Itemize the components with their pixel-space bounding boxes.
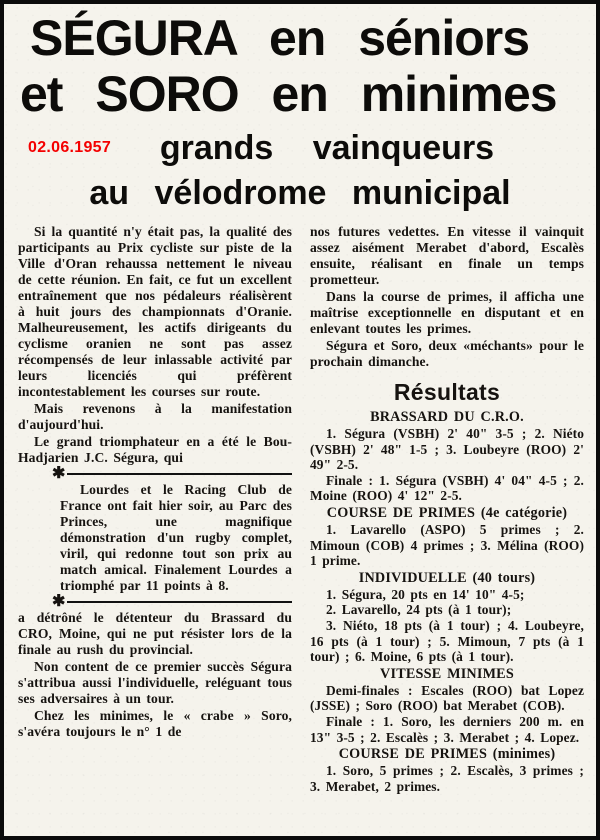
results-paragraph: 1. Ségura, 20 pts en 14' 10" 4-5; [326, 586, 525, 602]
headline-line-3: grands vainqueurs [159, 129, 495, 167]
results-paragraph: 2. Lavarello, 24 pts (à 1 tour); [326, 602, 512, 618]
star-divider-bottom [52, 593, 292, 610]
article-paragraph: Chez les minimes, le « crabe » Soro, s'avéra toujours le n° 1 de [18, 708, 292, 739]
results-section-heading: INDIVIDUELLE (40 tours) [358, 569, 536, 586]
results-paragraph: Demi-finales : Escales (ROO) bat Lopez (JSSE) ; Soro (ROO) bat Merabet (COB). [310, 682, 584, 714]
results-section [310, 377, 584, 794]
right-column [310, 224, 584, 794]
results-paragraph: 1. Soro, 5 primes ; 2. Escalès, 3 primes ; 3. Merabet, 2 primes. [310, 763, 584, 794]
article-paragraph: Si la quantité n'y était pas, la qualité des participants au Prix cycliste sur piste de la Ville d'Oran rehaussa nettement le niveau de cette réunion. En fait, ce fut un excellent entraînement que nos pédaleurs réalisèrent à huit jours des championnats d'Oranie. Malheureusement, les actifs dirigeants du cyclisme oranien ne sont pas assez récompensés de leur inlassable activité par leurs licenciés qui préfèrent incontestablement les courses sur route. [18, 224, 292, 399]
article-paragraph: Le grand triomphateur en a été le Bou-Hadjarien J.C. Ségura, qui [18, 434, 292, 465]
results-heading: Résultats [393, 379, 501, 405]
headline-line-4: au vélodrome municipal [89, 174, 511, 212]
headline-line-1: SÉGURA en séniors [30, 10, 530, 66]
star-icon: ✱ [52, 465, 66, 482]
results-section-heading: BRASSARD DU C.R.O. [370, 409, 524, 425]
left-column [18, 224, 292, 794]
star-icon: ✱ [52, 593, 66, 610]
article-paragraph: nos futures vedettes. En vitesse il vainquit assez aisément Merabet d'abord, Escalès ensuite, réalisant en finale un temps prometteur. [310, 224, 584, 287]
divider-rule [67, 601, 292, 603]
article-paragraph: Ségura et Soro, deux «méchants» pour le prochain dimanche. [310, 338, 584, 369]
results-paragraph: Finale : 1. Ségura (VSBH) 4' 04" 4-5 ; 2. Moine (ROO) 4' 12" 2-5. [310, 472, 584, 504]
results-section-heading: COURSE DE PRIMES (minimes) [338, 746, 556, 763]
date-and-subheadline-row [4, 126, 596, 172]
star-divider-top [52, 465, 292, 482]
article-paragraph: Non content de ce premier succès Ségura s'attribua aussi l'individuelle, reléguant tous ses adversaires à un tour. [18, 659, 292, 706]
headline-line-2: et SORO en minimes [20, 66, 557, 122]
divider-rule [67, 473, 292, 475]
results-paragraph: 1. Ségura (VSBH) 2' 40" 3-5 ; 2. Niéto (VSBH) 2' 48" 1-5 ; 3. Loubeyre (ROO) 2' 49" 2-5. [310, 426, 584, 473]
article-body [4, 214, 596, 794]
article-header [4, 4, 596, 214]
news-brief-text: Lourdes et le Racing Club de France ont fait hier soir, au Parc des Princes, une magnifique démonstration d'un rugby complet, viril, qui redonne tout son prix au match amical. Finalement Lourdes a triomphé par 11 points à 8. [60, 482, 292, 593]
results-paragraph: Finale : 1. Soro, les derniers 200 m. en 13" 3-5 ; 2. Escalès ; 3. Merabet ; 4. Lopez. [310, 713, 584, 745]
news-brief-box [60, 482, 292, 594]
article-paragraph: a détrôné le détenteur du Brassard du CRO, Moine, qui ne put résister lors de la finale au rush du provincial. [18, 610, 292, 657]
results-section-heading: VITESSE MINIMES [380, 665, 514, 682]
results-paragraph: 1. Lavarello (ASPO) 5 primes ; 2. Mimoun (COB) 4 primes ; 3. Mélina (ROO) 1 prime. [310, 521, 584, 569]
article-paragraph: Mais revenons à la manifestation d'aujourd'hui. [18, 401, 292, 432]
date-stamp: 02.06.1957 [28, 139, 112, 156]
article-paragraph: Dans la course de primes, il afficha une maîtrise exceptionnelle en disputant et en enlevant toutes les primes. [310, 289, 584, 336]
results-paragraph: 3. Niéto, 18 pts (à 1 tour) ; 4. Loubeyre, 16 pts (à 1 tour) ; 5. Mimoun, 7 pts (à 1 tour) ; 6. Moine, 6 pts (à 1 tour). [310, 617, 584, 665]
results-section-heading: COURSE DE PRIMES (4e catégorie) [326, 504, 568, 521]
